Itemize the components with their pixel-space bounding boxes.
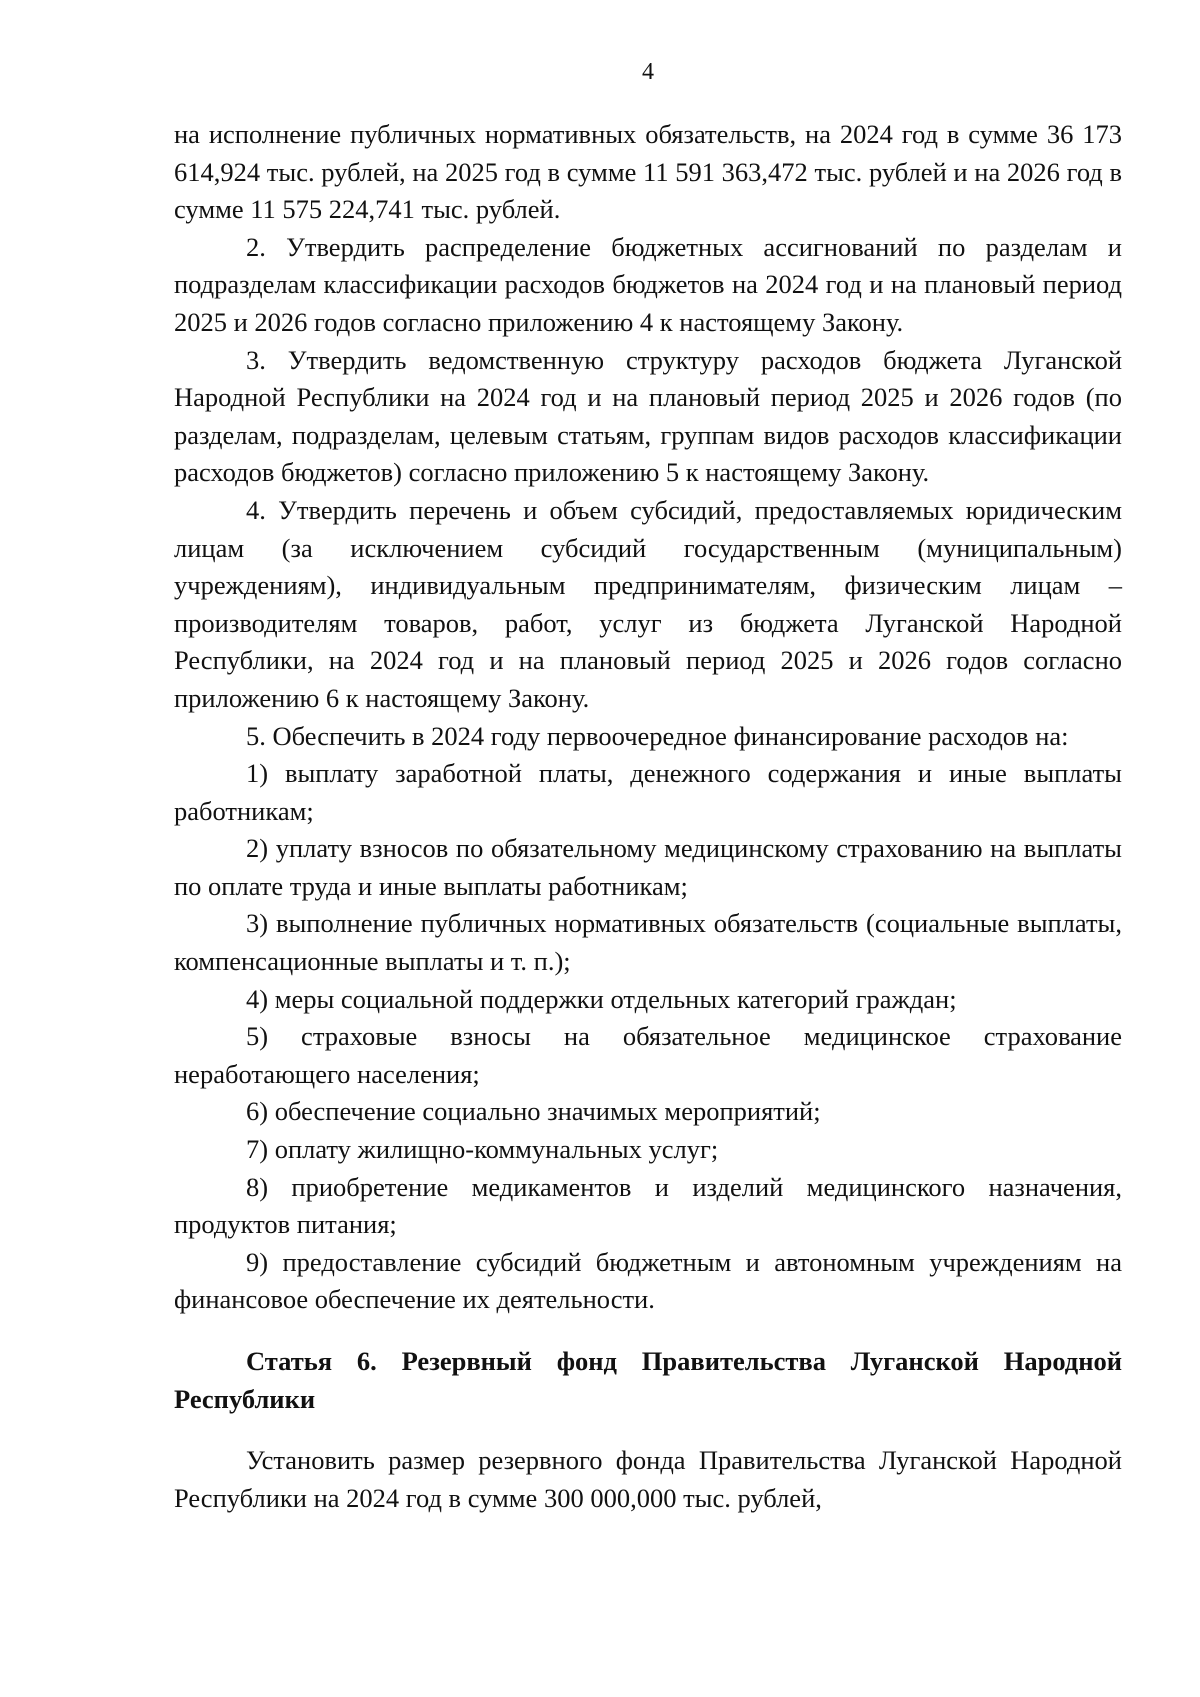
subitem-6: 6) обеспечение социально значимых мероприятий;: [246, 1096, 821, 1127]
paragraph-item-3: 3. Утвердить ведомственную структуру расходов бюджета Луганской Народной Республики на 2024 год и на плановый период 2025 и 2026 годов (по разделам, подразделам, целевым статьям, группам видов расходов классификации расходов бюджетов) согласно приложению 5 к настоящему Закону.: [174, 344, 1122, 488]
subitem-4: 4) меры социальной поддержки отдельных категорий граждан;: [246, 983, 957, 1014]
subitem-2: 2) уплату взносов по обязательному медицинскому страхованию на выплаты по оплате труда и иные выплаты работникам;: [174, 833, 1122, 901]
subitem-5: 5) страховые взносы на обязательное медицинское страхование неработающего населения;: [174, 1021, 1122, 1089]
subitem-7: 7) оплату жилищно-коммунальных услуг;: [246, 1134, 719, 1165]
subitem-1: 1) выплату заработной платы, денежного содержания и иные выплаты работникам;: [174, 758, 1122, 826]
subitem-9: 9) предоставление субсидий бюджетным и автономным учреждениям на финансовое обеспечение их деятельности.: [174, 1246, 1122, 1315]
page-number: 4: [642, 59, 654, 85]
document-body: [174, 116, 1122, 1517]
paragraph-continuation: на исполнение публичных нормативных обязательств, на 2024 год в сумме 36 173 614,924 тыс. рублей, на 2025 год в сумме 11 591 363,472 тыс. рублей и на 2026 год в сумме 11 575 224,741 тыс. рублей.: [174, 119, 1122, 225]
paragraph-item-2: 2. Утвердить распределение бюджетных ассигнований по разделам и подразделам классификации расходов бюджетов на 2024 год и на плановый период 2025 и 2026 годов согласно приложению 4 к настоящему Закону.: [174, 231, 1122, 337]
subitem-3: 3) выполнение публичных нормативных обязательств (социальные выплаты, компенсационные выплаты и т. п.);: [174, 908, 1122, 977]
paragraph-item-4: 4. Утвердить перечень и объем субсидий, предоставляемых юридическим лицам (за исключением субсидий государственным (муниципальным) учреждениям), индивидуальным предпринимателям, физическим лицам – производителям товаров, работ, услуг из бюджета Луганской Народной Республики, на 2024 год и на плановый период 2025 и 2026 годов согласно приложению 6 к настоящему Закону.: [174, 494, 1122, 713]
article-paragraph: Установить размер резервного фонда Правительства Луганской Народной Республики на 2024 год в сумме 300 000,000 тыс. рублей,: [174, 1445, 1122, 1513]
paragraph-item-5: 5. Обеспечить в 2024 году первоочередное финансирование расходов на:: [246, 720, 1069, 751]
subitem-8: 8) приобретение медикаментов и изделий медицинского назначения, продуктов питания;: [174, 1171, 1122, 1240]
article-heading: Статья 6. Резервный фонд Правительства Луганской Народной Республики: [174, 1346, 1122, 1414]
